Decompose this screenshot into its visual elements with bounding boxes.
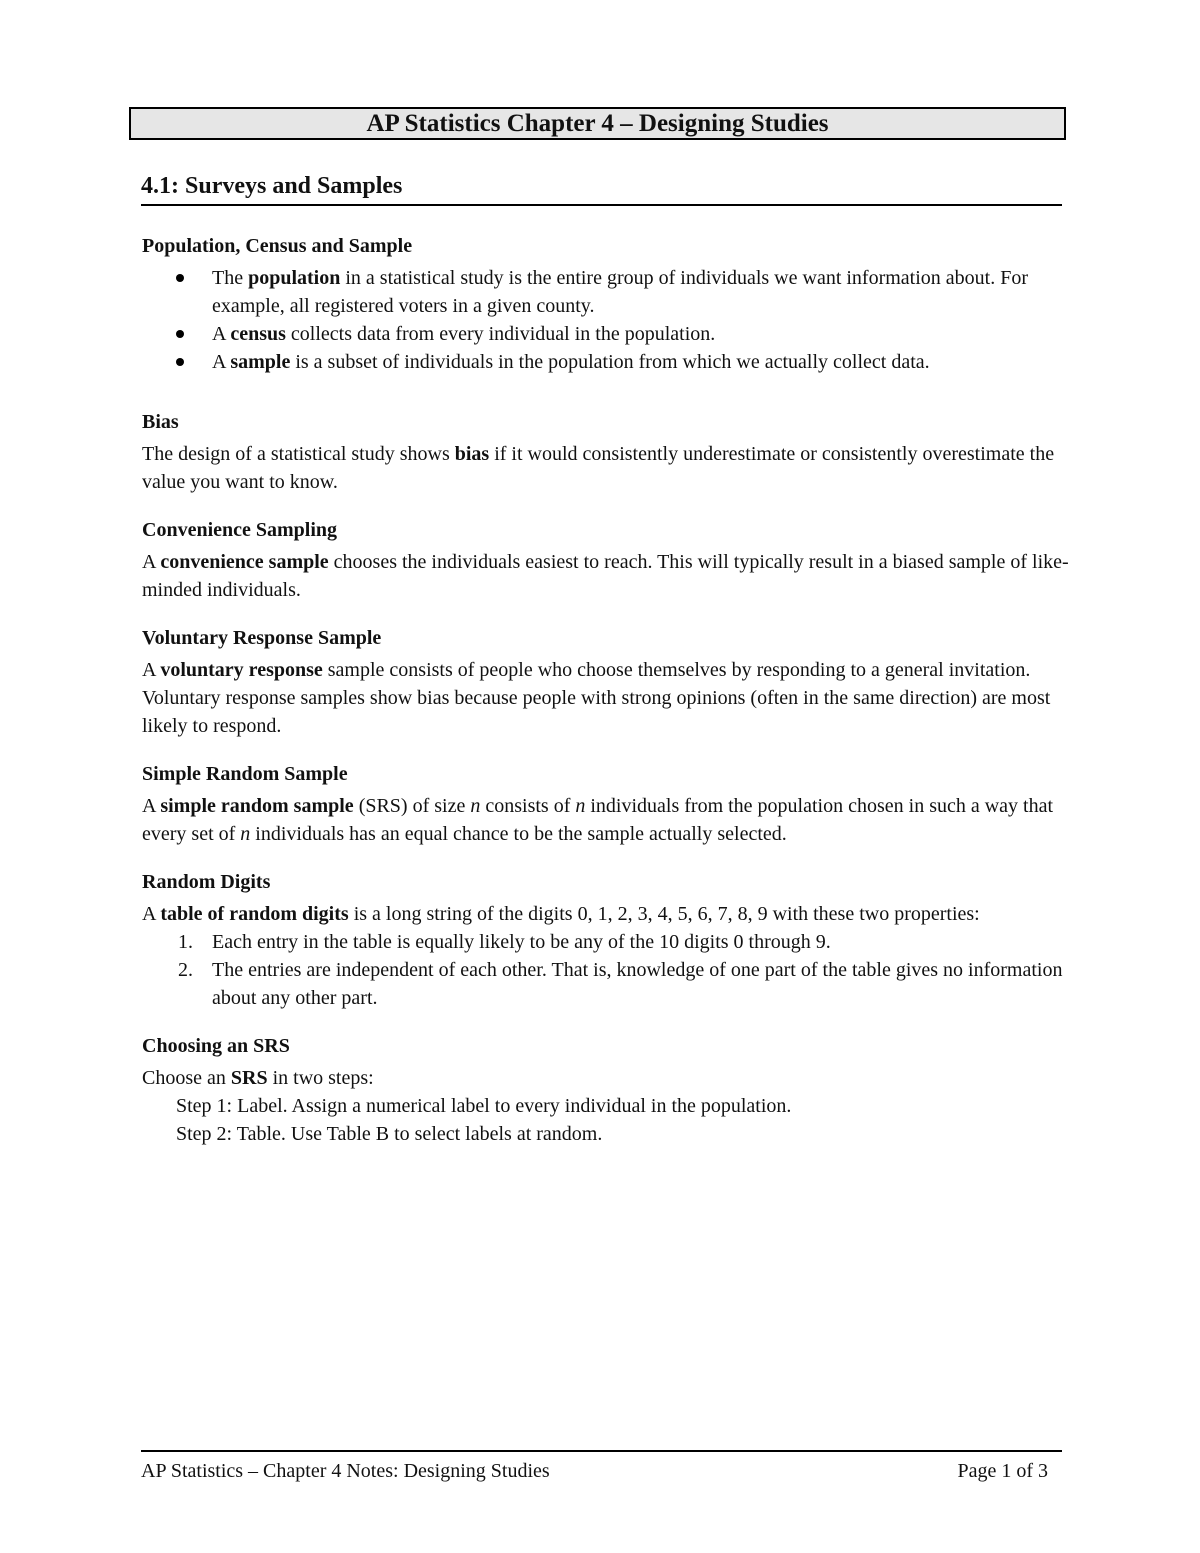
text: A [142, 903, 161, 925]
choosing-paragraph [142, 1064, 1072, 1092]
random-digits-block [142, 868, 1072, 1012]
section-heading: 4.1: Surveys and Samples [141, 170, 1062, 206]
page-number: Page 1 of 3 [957, 1460, 1048, 1482]
choosing-heading: Choosing an SRS [142, 1035, 290, 1057]
text: The design of a statistical study shows [142, 443, 455, 465]
variable-n: n [470, 795, 481, 817]
convenience-paragraph [142, 548, 1072, 604]
term-bias: bias [454, 443, 490, 465]
document-title: AP Statistics Chapter 4 – Designing Studies [366, 109, 829, 137]
convenience-heading: Convenience Sampling [142, 519, 338, 541]
list-item [178, 956, 1072, 1012]
text: A [212, 323, 231, 345]
text: is a long string of the digits 0, 1, 2, 3, 4, 5, 6, 7, 8, 9 with these two properties: [348, 903, 980, 925]
title-box [129, 107, 1066, 140]
text: in a statistical study is the entire group of individuals we want information about. For example, all registered voters in a given county. [212, 267, 1029, 317]
list-number: 1. [178, 931, 193, 953]
footer-title: AP Statistics – Chapter 4 Notes: Designing Studies [141, 1460, 550, 1482]
list-item [212, 264, 1072, 320]
text: A [212, 351, 231, 373]
bias-block [142, 408, 1072, 496]
variable-n: n [575, 795, 586, 817]
srs-heading: Simple Random Sample [142, 763, 348, 785]
random-digits-heading: Random Digits [142, 871, 271, 893]
list-item [212, 348, 1072, 376]
text: individuals has an equal chance to be the sample actually selected. [250, 823, 787, 845]
text: A [142, 659, 161, 681]
text: A [142, 795, 161, 817]
bias-paragraph [142, 440, 1072, 496]
list-item [178, 928, 1072, 956]
term-population: population [248, 267, 341, 289]
step-2: Step 2: Table. Use Table B to select labels at random. [176, 1123, 603, 1145]
text: consists of [480, 795, 576, 817]
text: Choose an [142, 1067, 231, 1089]
population-block [142, 232, 1072, 376]
voluntary-block [142, 624, 1072, 740]
text: in two steps: [267, 1067, 374, 1089]
srs-block [142, 760, 1072, 848]
variable-n: n [240, 823, 251, 845]
text: sample consists of people who choose themselves by responding to a general invitation. Voluntary response samples show bias because people with strong opinions (often in the same direction) are most likely to respond. [142, 659, 1051, 737]
population-heading: Population, Census and Sample [142, 235, 413, 257]
term-srs: SRS [230, 1067, 268, 1089]
text: The [212, 267, 249, 289]
term-voluntary-response: voluntary response [160, 659, 323, 681]
choosing-block [142, 1032, 1072, 1148]
srs-paragraph [142, 792, 1072, 848]
random-digits-list [142, 928, 1072, 1012]
page-footer [141, 1450, 1062, 1484]
bias-heading: Bias [142, 411, 179, 433]
list-item [212, 320, 1072, 348]
term-sample: sample [230, 351, 291, 373]
text: if it would consistently underestimate or consistently overestimate the value you want to know. [142, 443, 1055, 493]
term-table-of-random-digits: table of random digits [160, 903, 349, 925]
voluntary-paragraph [142, 656, 1072, 740]
population-list [142, 264, 1072, 376]
text: A [142, 551, 161, 573]
list-number: 2. [178, 959, 193, 981]
term-convenience-sample: convenience sample [160, 551, 329, 573]
text: collects data from every individual in the population. [285, 323, 716, 345]
term-census: census [230, 323, 286, 345]
text: The entries are independent of each other. That is, knowledge of one part of the table gives no information about any other part. [212, 959, 1063, 1009]
convenience-block [142, 516, 1072, 604]
text: chooses the individuals easiest to reach. This will typically result in a biased sample of like-minded individuals. [142, 551, 1069, 601]
text: is a subset of individuals in the population from which we actually collect data. [290, 351, 930, 373]
document-body [142, 232, 1072, 1168]
text: (SRS) of size [353, 795, 471, 817]
text: Each entry in the table is equally likely to be any of the 10 digits 0 through 9. [212, 931, 831, 953]
step-1: Step 1: Label. Assign a numerical label to every individual in the population. [176, 1095, 792, 1117]
random-digits-paragraph [142, 900, 1072, 928]
term-simple-random-sample: simple random sample [160, 795, 354, 817]
text: individuals from the population chosen in such a way that every set of [142, 795, 1054, 845]
voluntary-heading: Voluntary Response Sample [142, 627, 382, 649]
